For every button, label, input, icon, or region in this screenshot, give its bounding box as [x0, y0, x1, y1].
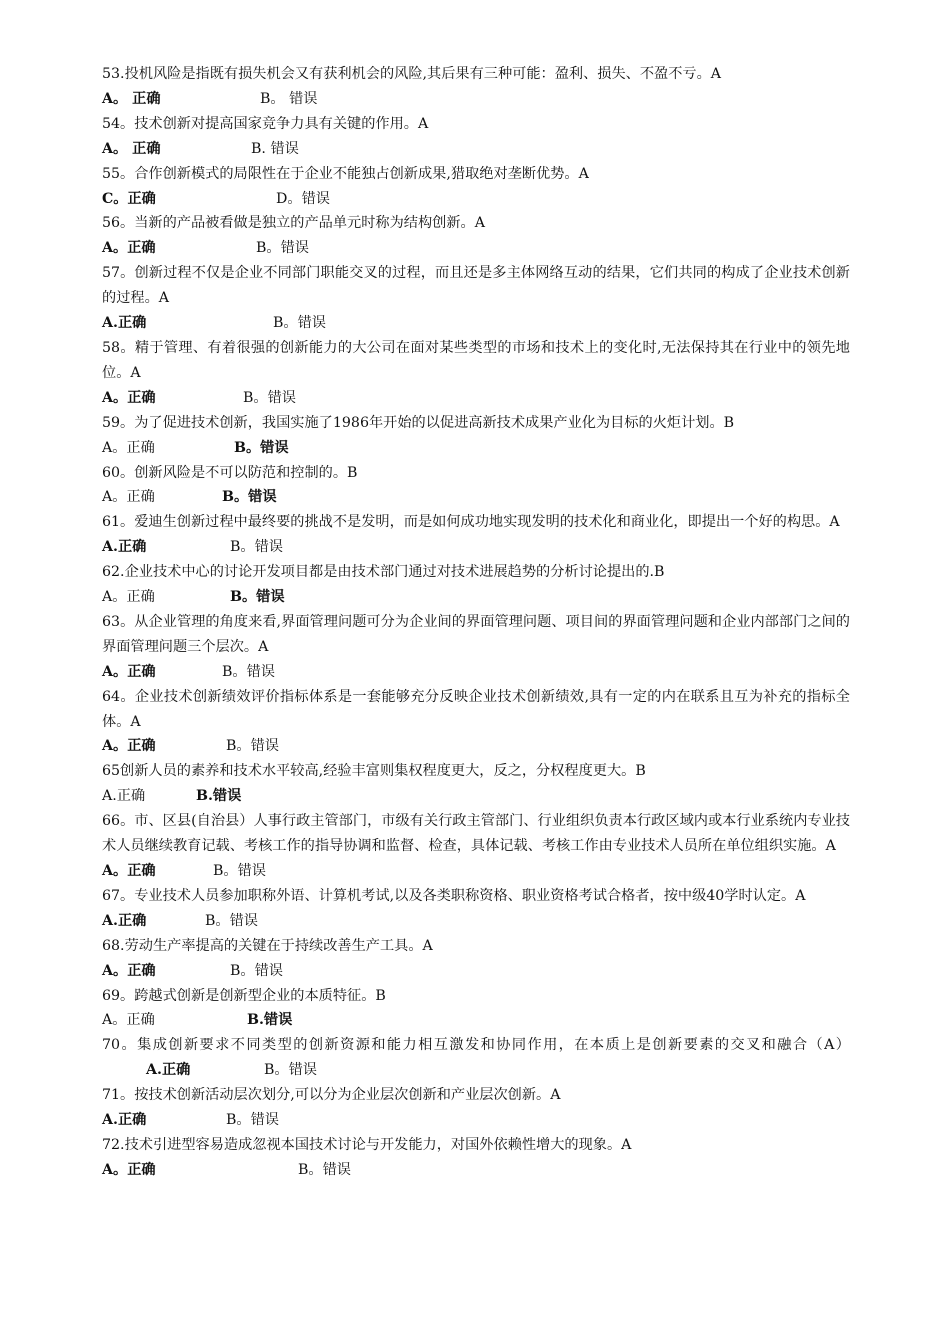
option-b: B。错误 — [234, 439, 289, 456]
question-text: 71。按技术创新活动层次划分,可以分为企业层次创新和产业层次创新。A — [102, 1087, 561, 1104]
option-a: A。正确 — [102, 738, 156, 755]
option-b: B。错误 — [264, 1062, 317, 1079]
question-text: 56。当新的产品被看做是独立的产品单元时称为结构创新。A — [102, 215, 485, 232]
option-b: B。错误 — [222, 663, 275, 680]
question-text: 62.企业技术中心的讨论开发项目都是由技术部门通过对技术进展趋势的分析讨论提出的.B — [102, 564, 665, 581]
option-b: D。错误 — [276, 190, 330, 207]
answer-options — [102, 859, 850, 884]
answer-options — [102, 1008, 850, 1033]
option-b: B。错误 — [230, 589, 285, 606]
question-text: 66。市、区县(自治县）人事行政主管部门，市级有关行政主管部门、行业组织负责本行政区域内或本行业系统内专业技术人员继续教育记载、考核工作的指导协调和监督、检查，具体记载、考核工作由专业技术人员所在单位组织实施。A — [102, 813, 850, 855]
option-b: B。错误 — [230, 962, 283, 979]
answer-options — [102, 784, 850, 809]
option-b: B。错误 — [243, 389, 296, 406]
option-a: A。正确 — [102, 962, 156, 979]
option-b: B. 错误 — [251, 140, 299, 157]
option-b: B。错误 — [205, 912, 258, 929]
answer-options — [102, 386, 850, 411]
option-a: A。正确 — [102, 1161, 156, 1178]
answer-options — [102, 909, 850, 934]
option-b: B。错误 — [226, 738, 279, 755]
option-a: A。正确 — [102, 240, 156, 257]
question-text: 57。创新过程不仅是企业不同部门职能交叉的过程，而且还是多主体网络互动的结果，它们共同的构成了企业技术创新的过程。A — [102, 265, 850, 307]
question-text: 60。创新风险是不可以防范和控制的。B — [102, 464, 358, 481]
option-a: A。正确 — [102, 663, 156, 680]
option-a: A。 正确 — [102, 90, 161, 107]
option-b: B。错误 — [226, 1112, 279, 1129]
question-text: 58。精于管理、有着很强的创新能力的大公司在面对某些类型的市场和技术上的变化时,无法保持其在行业中的领先地位。A — [102, 339, 850, 381]
question-text: 68.劳动生产率提高的关键在于持续改善生产工具。A — [102, 937, 433, 954]
option-b: B。错误 — [298, 1161, 351, 1178]
question-text: 72.技术引进型容易造成忽视本国技术讨论与开发能力，对国外依赖性增大的现象。A — [102, 1136, 632, 1153]
question-text: 64。企业技术创新绩效评价指标体系是一套能够充分反映企业技术创新绩效,具有一定的内在联系且互为补充的指标全体。A — [102, 688, 850, 730]
option-a: A。正确 — [102, 863, 156, 879]
answer-options — [102, 734, 850, 759]
answer-options — [102, 535, 850, 560]
option-a: A.正确 — [102, 539, 147, 556]
option-a: A。 正确 — [102, 140, 161, 157]
option-b: B。错误 — [213, 863, 266, 879]
question-text: 61。爱迪生创新过程中最终要的挑战不是发明，而是如何成功地实现发明的技术化和商业化，即提出一个好的构思。A — [102, 514, 840, 531]
answer-options — [102, 485, 850, 510]
answer-options — [102, 137, 850, 162]
option-a: A。正确 — [102, 439, 155, 456]
option-a: A。正确 — [102, 489, 155, 506]
option-b: B。错误 — [222, 489, 277, 506]
option-b: B。错误 — [230, 539, 283, 556]
answer-options — [102, 1158, 850, 1183]
answer-options — [102, 236, 850, 261]
question-text: 54。技术创新对提高国家竞争力具有关键的作用。A — [102, 115, 429, 132]
option-b: B.错误 — [247, 1012, 293, 1029]
question-text: 67。专业技术人员参加职称外语、计算机考试,以及各类职称资格、职业资格考试合格者，按中级40学时认定。A — [102, 887, 806, 904]
option-b: B。错误 — [273, 315, 326, 332]
answer-options — [102, 1108, 850, 1133]
answer-options — [102, 585, 850, 610]
option-b: B.错误 — [196, 788, 242, 805]
answer-options — [102, 959, 850, 984]
question-text: 65创新人员的素养和技术水平较高,经验丰富则集权程度更大，反之，分权程度更大。B — [102, 763, 646, 780]
answer-options — [102, 436, 850, 461]
option-a: A.正确 — [102, 788, 146, 805]
question-text: 59。为了促进技术创新，我国实施了1986年开始的以促进高新技术成果产业化为目标的火炬计划。B — [102, 414, 735, 431]
option-b: B。 错误 — [260, 90, 318, 107]
question-list — [102, 62, 850, 1183]
question-text — [102, 1033, 850, 1083]
question-text: 53.投机风险是指既有损失机会又有获利机会的风险,其后果有三种可能：盈利、损失、不盈不亏。A — [102, 66, 722, 82]
question-stem: 70。集成创新要求不同类型的创新资源和能力相互激发和协同作用，在本质上是创新要素的交叉和融合（A） — [102, 1037, 850, 1054]
option-a: A。正确 — [102, 1012, 155, 1029]
question-text: 69。跨越式创新是创新型企业的本质特征。B — [102, 987, 386, 1004]
question-text: 55。合作创新模式的局限性在于企业不能独占创新成果,猎取绝对垄断优势。A — [102, 165, 589, 182]
option-a: A.正确 — [102, 912, 147, 929]
question-text: 63。从企业管理的角度来看,界面管理问题可分为企业间的界面管理问题、项目间的界面管理问题和企业内部部门之间的界面管理问题三个层次。A — [102, 613, 850, 655]
option-a: A.正确 — [102, 315, 147, 332]
answer-options — [102, 187, 850, 212]
option-a: A。正确 — [102, 589, 155, 606]
option-a: A.正确 — [102, 1112, 147, 1129]
option-a: A。正确 — [102, 389, 156, 406]
answer-options — [102, 660, 850, 685]
answer-options — [102, 87, 850, 112]
option-a: A.正确 — [146, 1062, 191, 1079]
option-a: C。正确 — [102, 190, 156, 207]
answer-options — [102, 311, 850, 336]
option-b: B。错误 — [256, 240, 309, 257]
